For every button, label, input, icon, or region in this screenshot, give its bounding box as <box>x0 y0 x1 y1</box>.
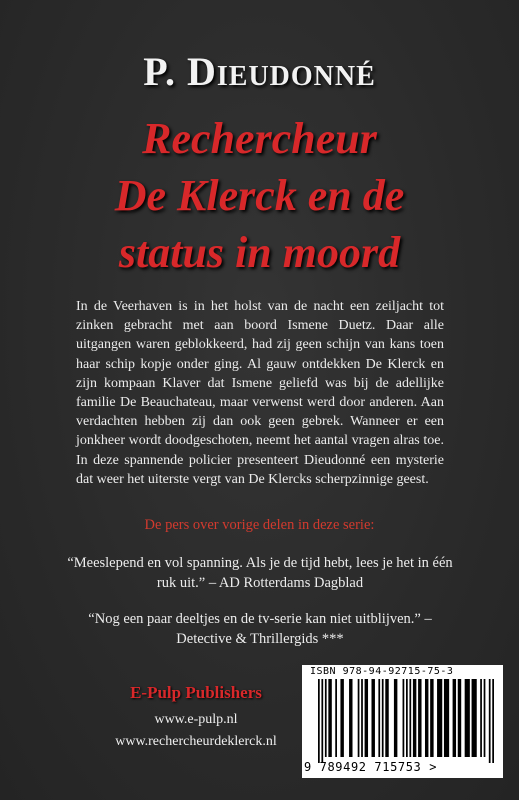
barcode-bar <box>418 679 421 757</box>
title-line: status in moord <box>118 228 401 277</box>
barcode-bar <box>325 679 327 757</box>
barcode-bar <box>328 679 331 757</box>
barcode-bar <box>465 679 470 757</box>
barcode-bar <box>361 679 363 757</box>
barcode-bar <box>444 679 449 757</box>
barcode-bar <box>365 679 368 757</box>
barcode-bars <box>316 679 496 763</box>
book-title <box>0 110 519 281</box>
barcode-bar <box>492 679 494 763</box>
barcode-bar <box>409 679 411 757</box>
barcode-bar <box>437 679 442 757</box>
barcode-bar <box>489 679 491 763</box>
barcode-bar <box>425 679 428 757</box>
barcode-bar <box>472 679 477 757</box>
barcode-bar <box>371 679 374 757</box>
publisher-url: www.e-pulp.nl <box>154 712 238 727</box>
book-url: www.rechercheurdeklerck.nl <box>115 734 277 749</box>
title-line: De Klerck en de <box>114 171 405 220</box>
title-line: Rechercheur <box>142 114 377 163</box>
blurb-text: In de Veerhaven is in het holst van de nacht een zeiljacht tot zinken gebracht met aan boord Ismene Duetz. Daar alle uitgangen waren geblokkeerd, had zij geen schijn van kans toen haar schip kopje onder ging. Al gauw ontdekken De Klerck en zijn kompaan Klaver dat Ismene geliefd was bij de adellijke familie De Beauchateau, maar verwenst werd door anderen. Aan verdachten hebben zij dan ook geen gebrek. Wanneer er een jonkheer wordt doodgeschoten, neemt het aantal vragen alras toe. In deze spannende policier presenteert Dieudonné een mysterie dat weer het uiterste vergt van De Klercks scherpzinnige geest. <box>76 299 444 487</box>
barcode-digits: 9 789492 715753 > <box>304 760 438 774</box>
barcode-bar <box>430 679 433 757</box>
barcode-bar <box>406 679 408 757</box>
barcode-bar <box>340 679 343 757</box>
barcode-bar <box>484 679 486 757</box>
barcode-bar <box>480 679 482 757</box>
barcode-bar <box>458 679 461 757</box>
press-quote: “Meeslepend en vol spanning. Als je de tijd hebt, lees je het in één ruk uit.” – AD Rotterdams Dagblad <box>67 555 453 591</box>
barcode-bar <box>382 679 384 757</box>
barcode-bar <box>413 679 416 757</box>
barcode-bar <box>321 679 323 763</box>
barcode-bar <box>358 679 360 757</box>
press-quote: “Nog een paar deeltjes en de tv-serie kan niet uitblijven.” – Detective & Thrillergids *** <box>88 611 432 647</box>
barcode-bar <box>403 679 405 757</box>
barcode-bar <box>335 679 337 757</box>
barcode-bar <box>453 679 456 757</box>
barcode-bar <box>385 679 388 757</box>
barcode-bar <box>394 679 397 757</box>
isbn-barcode <box>302 665 503 778</box>
publisher-name: E-Pulp Publishers <box>130 683 262 702</box>
barcode-bar <box>318 679 320 763</box>
barcode-bar <box>349 679 352 757</box>
isbn-label: ISBN 978-94-92715-75-3 <box>310 666 454 677</box>
press-heading: De pers over vorige delen in deze serie: <box>144 517 375 533</box>
author-name: P. Dieudonné <box>143 49 376 94</box>
barcode-bar <box>378 679 380 757</box>
